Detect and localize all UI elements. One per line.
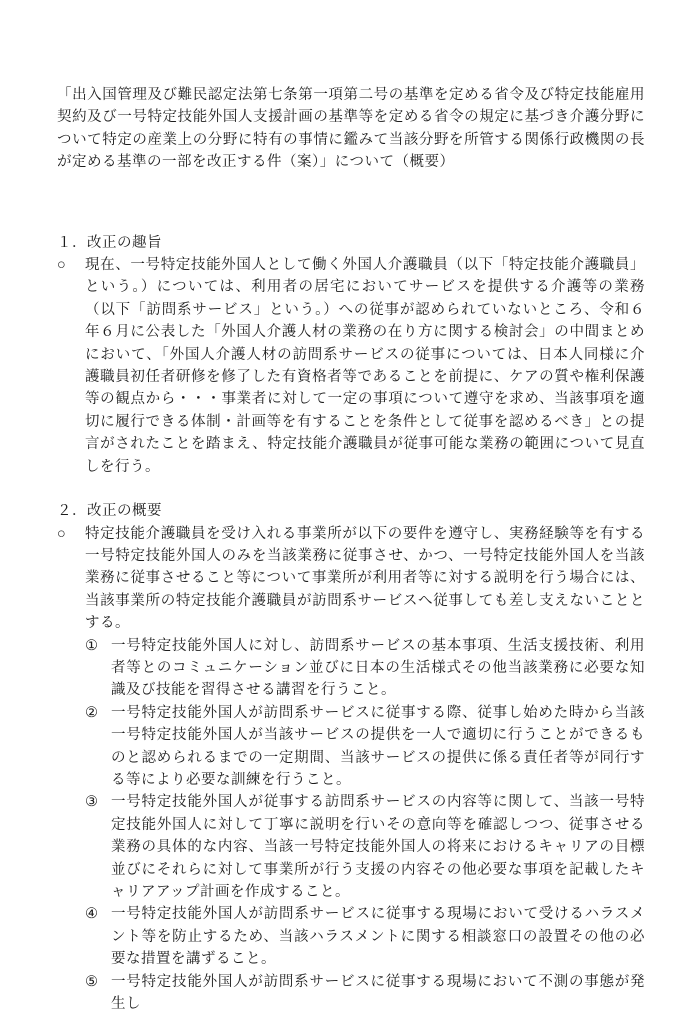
list-item-text: 一号特定技能外国人が訪問系サービスに従事する際、従事し始めた時から当該一号特定技能外国人が当該サービスの提供を一人で適切に行うことができるものと認められるまでの一定期間、当該サービスの提供に係る責任者等が同行する等により必要な訓練を行うこと。 bbox=[111, 704, 645, 788]
section-1-paragraph-text: 現在、一号特定技能外国人として働く外国人介護職員（以下「特定技能介護職員」という。）については、利用者の居宅においてサービスを提供する介護等の業務（以下「訪問系サービス」という。）への従事が認められていないところ、令和６年６月に公表した「外国人介護人材の業務の在り方に関する検討会」の中間まとめにおいて、「外国人介護人材の訪問系サービスの従事については、日本人同様に介護職員初任者研修を修了した有資格者等であることを前提に、ケアの質や権利保護等の観点から・・・事業者に対して一定の事項について遵守を求め、当該事項を適切に履行できる体制・計画等を有することを条件として従事を認めるべき」との提言がされたことを踏まえ、特定技能介護職員が従事可能な業務の範囲について見直しを行う。 bbox=[85, 257, 645, 475]
circled-number-1: ① bbox=[85, 637, 99, 654]
bullet-marker: ○ bbox=[57, 525, 67, 542]
list-item bbox=[85, 971, 645, 1015]
section-2-paragraph bbox=[57, 523, 645, 635]
list-item bbox=[85, 635, 645, 702]
circled-number-2: ② bbox=[85, 704, 99, 721]
section-2-heading: ２．改正の概要 bbox=[57, 503, 162, 520]
section-2-paragraph-text: 特定技能介護職員を受け入れる事業所が以下の要件を遵守し、実務経験等を有する一号特定技能外国人のみを当該業務に従事させ、かつ、一号特定技能外国人を当該業務に従事させること等について事業所が利用者等に対する説明を行う場合には、当該事業所の特定技能介護職員が訪問系サービスへ従事しても差し支えないこととする。 bbox=[85, 525, 645, 632]
circled-number-3: ③ bbox=[85, 794, 99, 811]
list-item bbox=[85, 791, 645, 903]
list-item-text: 一号特定技能外国人に対し、訪問系サービスの基本事項、生活支援技術、利用者等とのコミュニケーション並びに日本の生活様式その他当該業務に必要な知識及び技能を習得させる講習を行うこと。 bbox=[111, 637, 645, 699]
list-item-text: 一号特定技能外国人が従事する訪問系サービスの内容等に関して、当該一号特定技能外国人に対して丁寧に説明を行いその意向等を確認しつつ、従事させる業務の具体的な内容、当該一号特定技能外国人の将来におけるキャリアの目標並びにそれらに対して事業所が行う支援の内容その他必要な事項を記載したキャリアアップ計画を作成すること。 bbox=[111, 794, 645, 900]
section-revision-purpose bbox=[57, 232, 645, 478]
document-title: 「出入国管理及び難民認定法第七条第一項第二号の基準を定める省令及び特定技能雇用契約及び一号特定技能外国人支援計画の基準等を定める省令の規定に基づき介護分野について特定の産業上の分野に特有の事情に鑑みて当該分野を所管する関係行政機関の長が定める基準の一部を改正する件（案）」について（概要） bbox=[57, 87, 645, 171]
bullet-marker: ○ bbox=[57, 257, 67, 274]
list-item bbox=[85, 702, 645, 792]
section-1-heading: １．改正の趣旨 bbox=[57, 234, 162, 251]
circled-number-5: ⑤ bbox=[85, 973, 99, 990]
circled-number-4: ④ bbox=[85, 906, 99, 923]
list-item-text: 一号特定技能外国人が訪問系サービスに従事する現場において受けるハラスメント等を防止するため、当該ハラスメントに関する相談窓口の設置その他の必要な措置を講ずること。 bbox=[111, 906, 645, 968]
section-revision-overview bbox=[57, 500, 645, 1015]
list-item bbox=[85, 903, 645, 970]
section-1-paragraph bbox=[57, 254, 645, 478]
list-item-text: 一号特定技能外国人が訪問系サービスに従事する現場において不測の事態が発生し bbox=[111, 973, 645, 1013]
